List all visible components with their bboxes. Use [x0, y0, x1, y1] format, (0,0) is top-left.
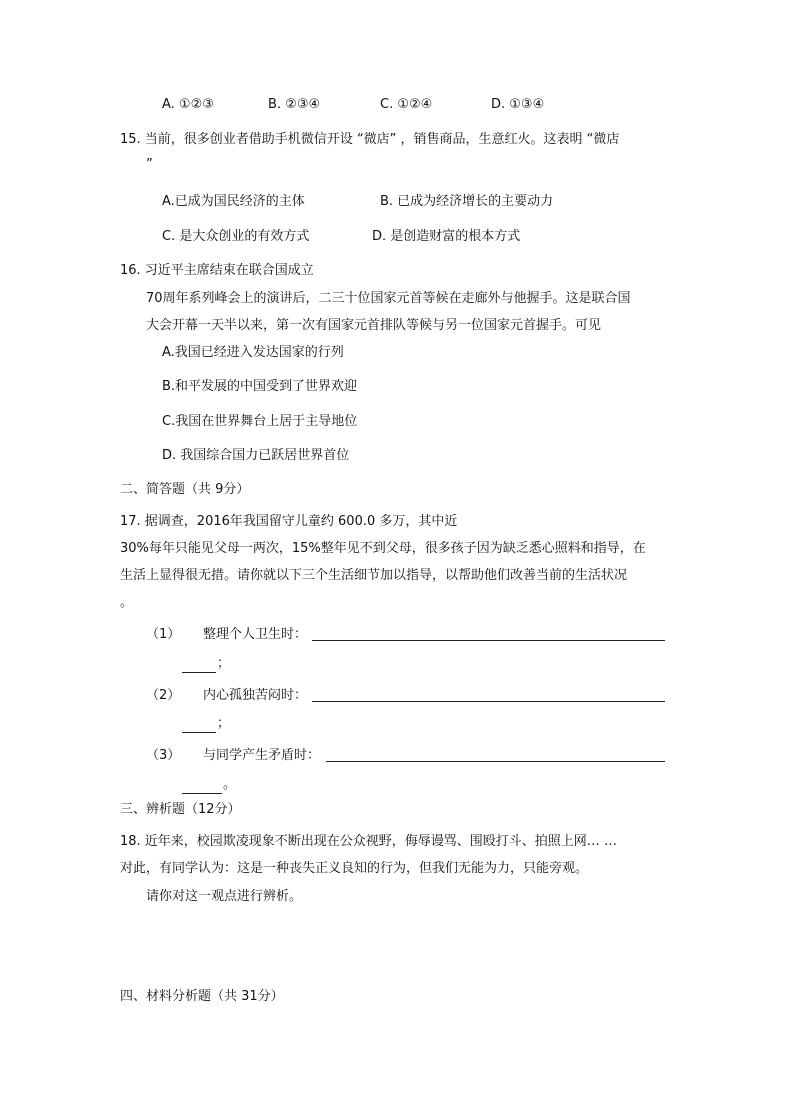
q14-option-c: C. ①②④	[380, 97, 433, 112]
q17-stem-line1: 17. 据调查，2016年我国留守儿童约 600.0 多万，其中近	[120, 514, 458, 529]
q15-option-d: D. 是创造财富的根本方式	[372, 229, 521, 244]
section3-heading: 三、辨析题（12分）	[120, 802, 241, 817]
q16-stem-line2: 70周年系列峰会上的演讲后，二三十位国家元首等候在走廊外与他握手。这是联合国	[146, 291, 631, 306]
q17-sub2-label: 内心孤独苦闷时：	[203, 688, 308, 703]
q15-stem-line2: ”	[146, 157, 153, 172]
q17-sub2-answer-end[interactable]	[182, 715, 230, 733]
q17-sub3-answer-underline[interactable]	[182, 779, 222, 794]
q17-sub2-answer-line[interactable]	[312, 701, 665, 702]
q15-option-a: A.已成为国民经济的主体	[162, 194, 305, 209]
q17-sub2-number: （2）	[146, 688, 181, 703]
q17-sub2-answer-underline[interactable]	[182, 718, 216, 733]
q14-option-a: A. ①②③	[162, 97, 214, 112]
q15-option-b: B. 已成为经济增长的主要动力	[380, 194, 554, 209]
q14-option-d: D. ①③④	[491, 97, 545, 112]
q16-option-d: D. 我国综合国力已跃居世界首位	[162, 448, 350, 463]
q15-option-c: C. 是大众创业的有效方式	[162, 229, 310, 244]
q17-sub2-end-punct: ；	[217, 716, 231, 731]
q18-stem-line2: 对此，有同学认为：这是一种丧失正义良知的行为，但我们无能为力，只能旁观。	[120, 861, 589, 876]
q17-sub1-answer-underline[interactable]	[182, 658, 216, 673]
q17-sub3-answer-end[interactable]	[182, 776, 236, 794]
q16-option-c: C.我国在世界舞台上居于主导地位	[162, 414, 358, 429]
q17-sub3-answer-line[interactable]	[326, 761, 665, 762]
q16-stem-line1: 16. 习近平主席结束在联合国成立	[120, 263, 314, 278]
q17-sub1-number: （1）	[146, 627, 181, 642]
q17-sub3-number: （3）	[146, 748, 181, 763]
q17-sub3-label: 与同学产生矛盾时：	[203, 748, 321, 763]
q17-sub1-end-punct: ；	[217, 656, 231, 671]
q17-sub3-end-punct: 。	[223, 777, 237, 792]
q15-stem-line1: 15. 当前，很多创业者借助手机微信开设 “微店” ，销售商品，生意红火。这表明 “微店	[120, 132, 620, 147]
q18-stem-line3: 请你对这一观点进行辨析。	[146, 889, 303, 904]
q14-option-b: B. ②③④	[268, 97, 321, 112]
q16-option-b: B.和平发展的中国受到了世界欢迎	[162, 379, 358, 394]
q17-stem-line2: 30%每年只能见父母一两次，15%整年见不到父母，很多孩子因为缺乏悉心照料和指导，在	[120, 541, 646, 556]
q18-stem-line1: 18. 近年来，校园欺凌现象不断出现在公众视野，侮辱谩骂、围殴打斗、拍照上网… …	[120, 834, 617, 849]
section4-heading: 四、材料分析题（共 31分）	[120, 989, 284, 1004]
section2-heading: 二、简答题（共 9分）	[120, 482, 250, 497]
q16-stem-line3: 大会开幕一天半以来，第一次有国家元首排队等候与另一位国家元首握手。可见	[146, 318, 602, 333]
q17-stem-line3: 生活上显得很无措。请你就以下三个生活细节加以指导，以帮助他们改善当前的生活状况	[120, 568, 628, 583]
q16-option-a: A.我国已经进入发达国家的行列	[162, 345, 344, 360]
q17-sub1-answer-end[interactable]	[182, 655, 230, 673]
q17-sub1-answer-line[interactable]	[312, 640, 665, 641]
q17-stem-line4: 。	[120, 595, 134, 610]
q17-sub1-label: 整理个人卫生时：	[203, 627, 308, 642]
